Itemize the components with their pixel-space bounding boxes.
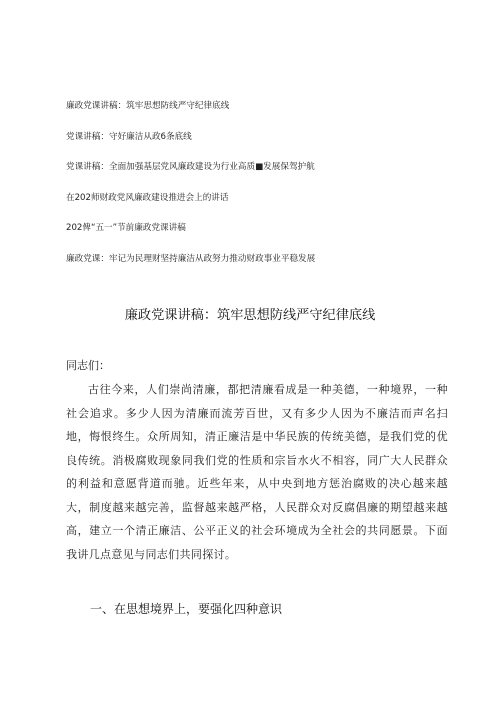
section-heading: 一、在思想境界上，要强化四种意识 [90,602,283,616]
toc-item[interactable]: 202俾“五一”节前廉政党课讲稿 [66,223,186,234]
toc-item[interactable]: 在202师财政党风廉政建设推进会上的讲话 [66,192,229,203]
toc-item[interactable]: 廉政党课讲稿：筑牢思想防线严守纪律底线 [66,101,230,111]
toc-item[interactable]: 廉政党课：牢记为民理财坚持廉洁从政努力推动财政事业平稳发展 [66,253,316,264]
salutation: 同志们： [66,359,110,372]
document-title: 廉政党课讲稿：筑牢思想防线严守纪律底线 [124,308,376,323]
toc-item[interactable]: 党课讲稿：守好廉洁从政6条底线 [66,131,192,142]
body-paragraph: 古往今来，人们崇尚清廉，都把清廉看成是一种美德，一种境界，一种社会追求。多少人因为清廉而流芳百世，又有多少人因为不廉洁而声名扫地，悔恨终生。众所周知，清正廉洁是中华民族的传统美德，是我们党的优良传统。消极腐败现象同我们党的性质和宗旨水火不相容，同广大人民群众的利益和意愿背道而驰。近些年来，从中央到地方惩治腐败的决心越来越大，制度越来越完善，监督越来越严格，人民群众对反腐倡廉的期望越来越高，建立一个清正廉洁、公平正义的社会环境成为全社会的共同愿景。下面我讲几点意见与同志们共同探讨。 [66,383,448,561]
table-of-contents [66,100,446,284]
toc-item[interactable]: 党课讲稿：全面加强基层党风廉政建设为行业高质■发展保驾护航 [66,162,315,173]
